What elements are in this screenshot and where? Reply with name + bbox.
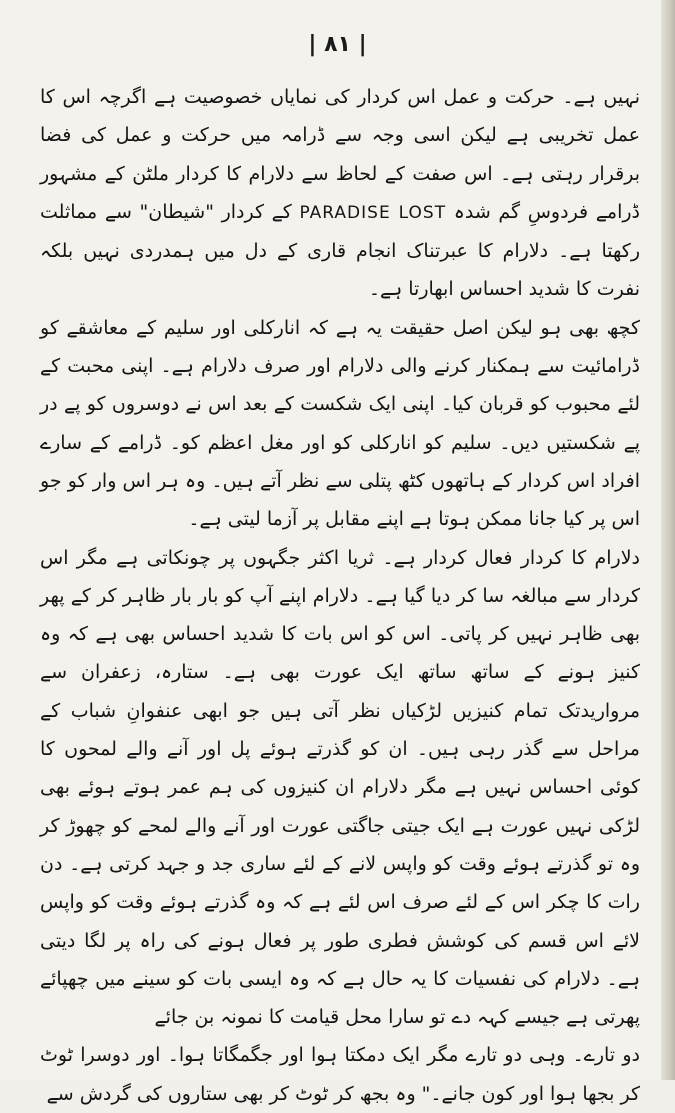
paragraph-3: دلارام کا کردار فعال کردار ہے۔ ثریا اکثر جگہوں پر چونکاتی ہے مگر اس کردار سے مبالغہ سا کر دیا گیا ہے۔ دلارام اپنے آپ کو بار بار ظاہر کر کے پھر بھی ظاہر نہیں کر پاتی۔ اس کو اس بات کا شدید احساس بھی ہے کہ وہ کنیز ہونے کے ساتھ ساتھ ایک عورت بھی ہے۔ ستارہ، زعفران سے مرواریدتک تمام کنیزیں لڑکیاں نظر آتی ہیں جو ابھی عنفوانِ شباب کے مراحل سے گذر رہی ہیں۔ ان کو گذرتے ہوئے پل اور آنے والے لمحوں کا کوئی احساس نہیں ہے مگر دلارام ان کنیزوں کی ہم عمر ہوتے ہوئے بھی لڑکی نہیں عورت ہے ایک جیتی جاگتی عورت اور آنے والے لمحے کو چھوڑ کر وہ تو گذرتے ہوئے وقت کو واپس لانے کے لئے ساری جد و جہد کرتی ہے۔ دن رات کا چکر اس کے لئے صرف اس لئے ہے کہ وہ گذرتے ہوئے وقت کو واپس لائے اس قسم کی کوشش فطری طور پر فعال ہونے کی راہ پر لگا دیتی ہے۔ دلارام کی نفسیات کا یہ حال ہے کہ وہ ایسی بات کو سینے میں چھپائے پھرتی ہے جیسے کہہ دے تو سارا محل قیامت کا نمونہ بن جائے [40,546,640,1029]
paragraph-1 [40,78,640,309]
page-binding-edge [661,0,675,1080]
paragraph-2: کچھ بھی ہو لیکن اصل حقیقت یہ ہے کہ انارکلی اور سلیم کے معاشقے کو ڈرامائیت سے ہمکنار کرنے والی دلارام اور صرف دلارام ہے۔ اپنی محبت کے لئے محبوب کو قربان کیا۔ اپنی ایک شکست کے بعد اس نے دوسروں کو پے در پے شکستیں دیں۔ سلیم کو انارکلی کو اور مغل اعظم کو۔ ڈرامے کے سارے افراد اس کردار کے ہاتھوں کٹھ پتلی سے نظر آتے ہیں۔ وہ ہر اس وار کو جو اس پر کیا جانا ممکن ہوتا ہے اپنے مقابل پر آزما لیتی ہے۔ [40,316,640,531]
paragraph-4: دو تارے۔ وہی دو تارے مگر ایک دمکتا ہوا اور جگمگاتا ہوا۔ اور دوسرا ٹوٹ کر بجھا ہوا اور کون جانے۔" وہ بجھ کر ٹوٹ کر بھی ستاروں کی گردش سے [40,1044,640,1105]
paragraph-1-text-before: نہیں ہے۔ حرکت و عمل اس کردار کی نمایاں خصوصیت ہے اگرچہ اس کا عمل تخریبی ہے لیکن اسی وجہ سے ڈرامہ میں حرکت و عمل کی فضا برقرار رہتی ہے۔ اس صفت کے لحاظ سے دلارام کا کردار ملٹن کے مشہور ڈرامے فردوسِ گم شدہ [40,86,640,223]
page-number: | ۸۱ | [308,32,367,57]
paragraph-1-text-after: کے کردار "شیطان" سے مماثلت رکھتا ہے۔ دلارام کا عبرتناک انجام قاری کے دل میں ہمدردی نہیں بلکہ نفرت کا شدید احساس ابھارتا ہے۔ [40,200,640,301]
paradise-lost-latin-title: PARADISE LOST [299,202,447,223]
body-text [40,78,640,1113]
